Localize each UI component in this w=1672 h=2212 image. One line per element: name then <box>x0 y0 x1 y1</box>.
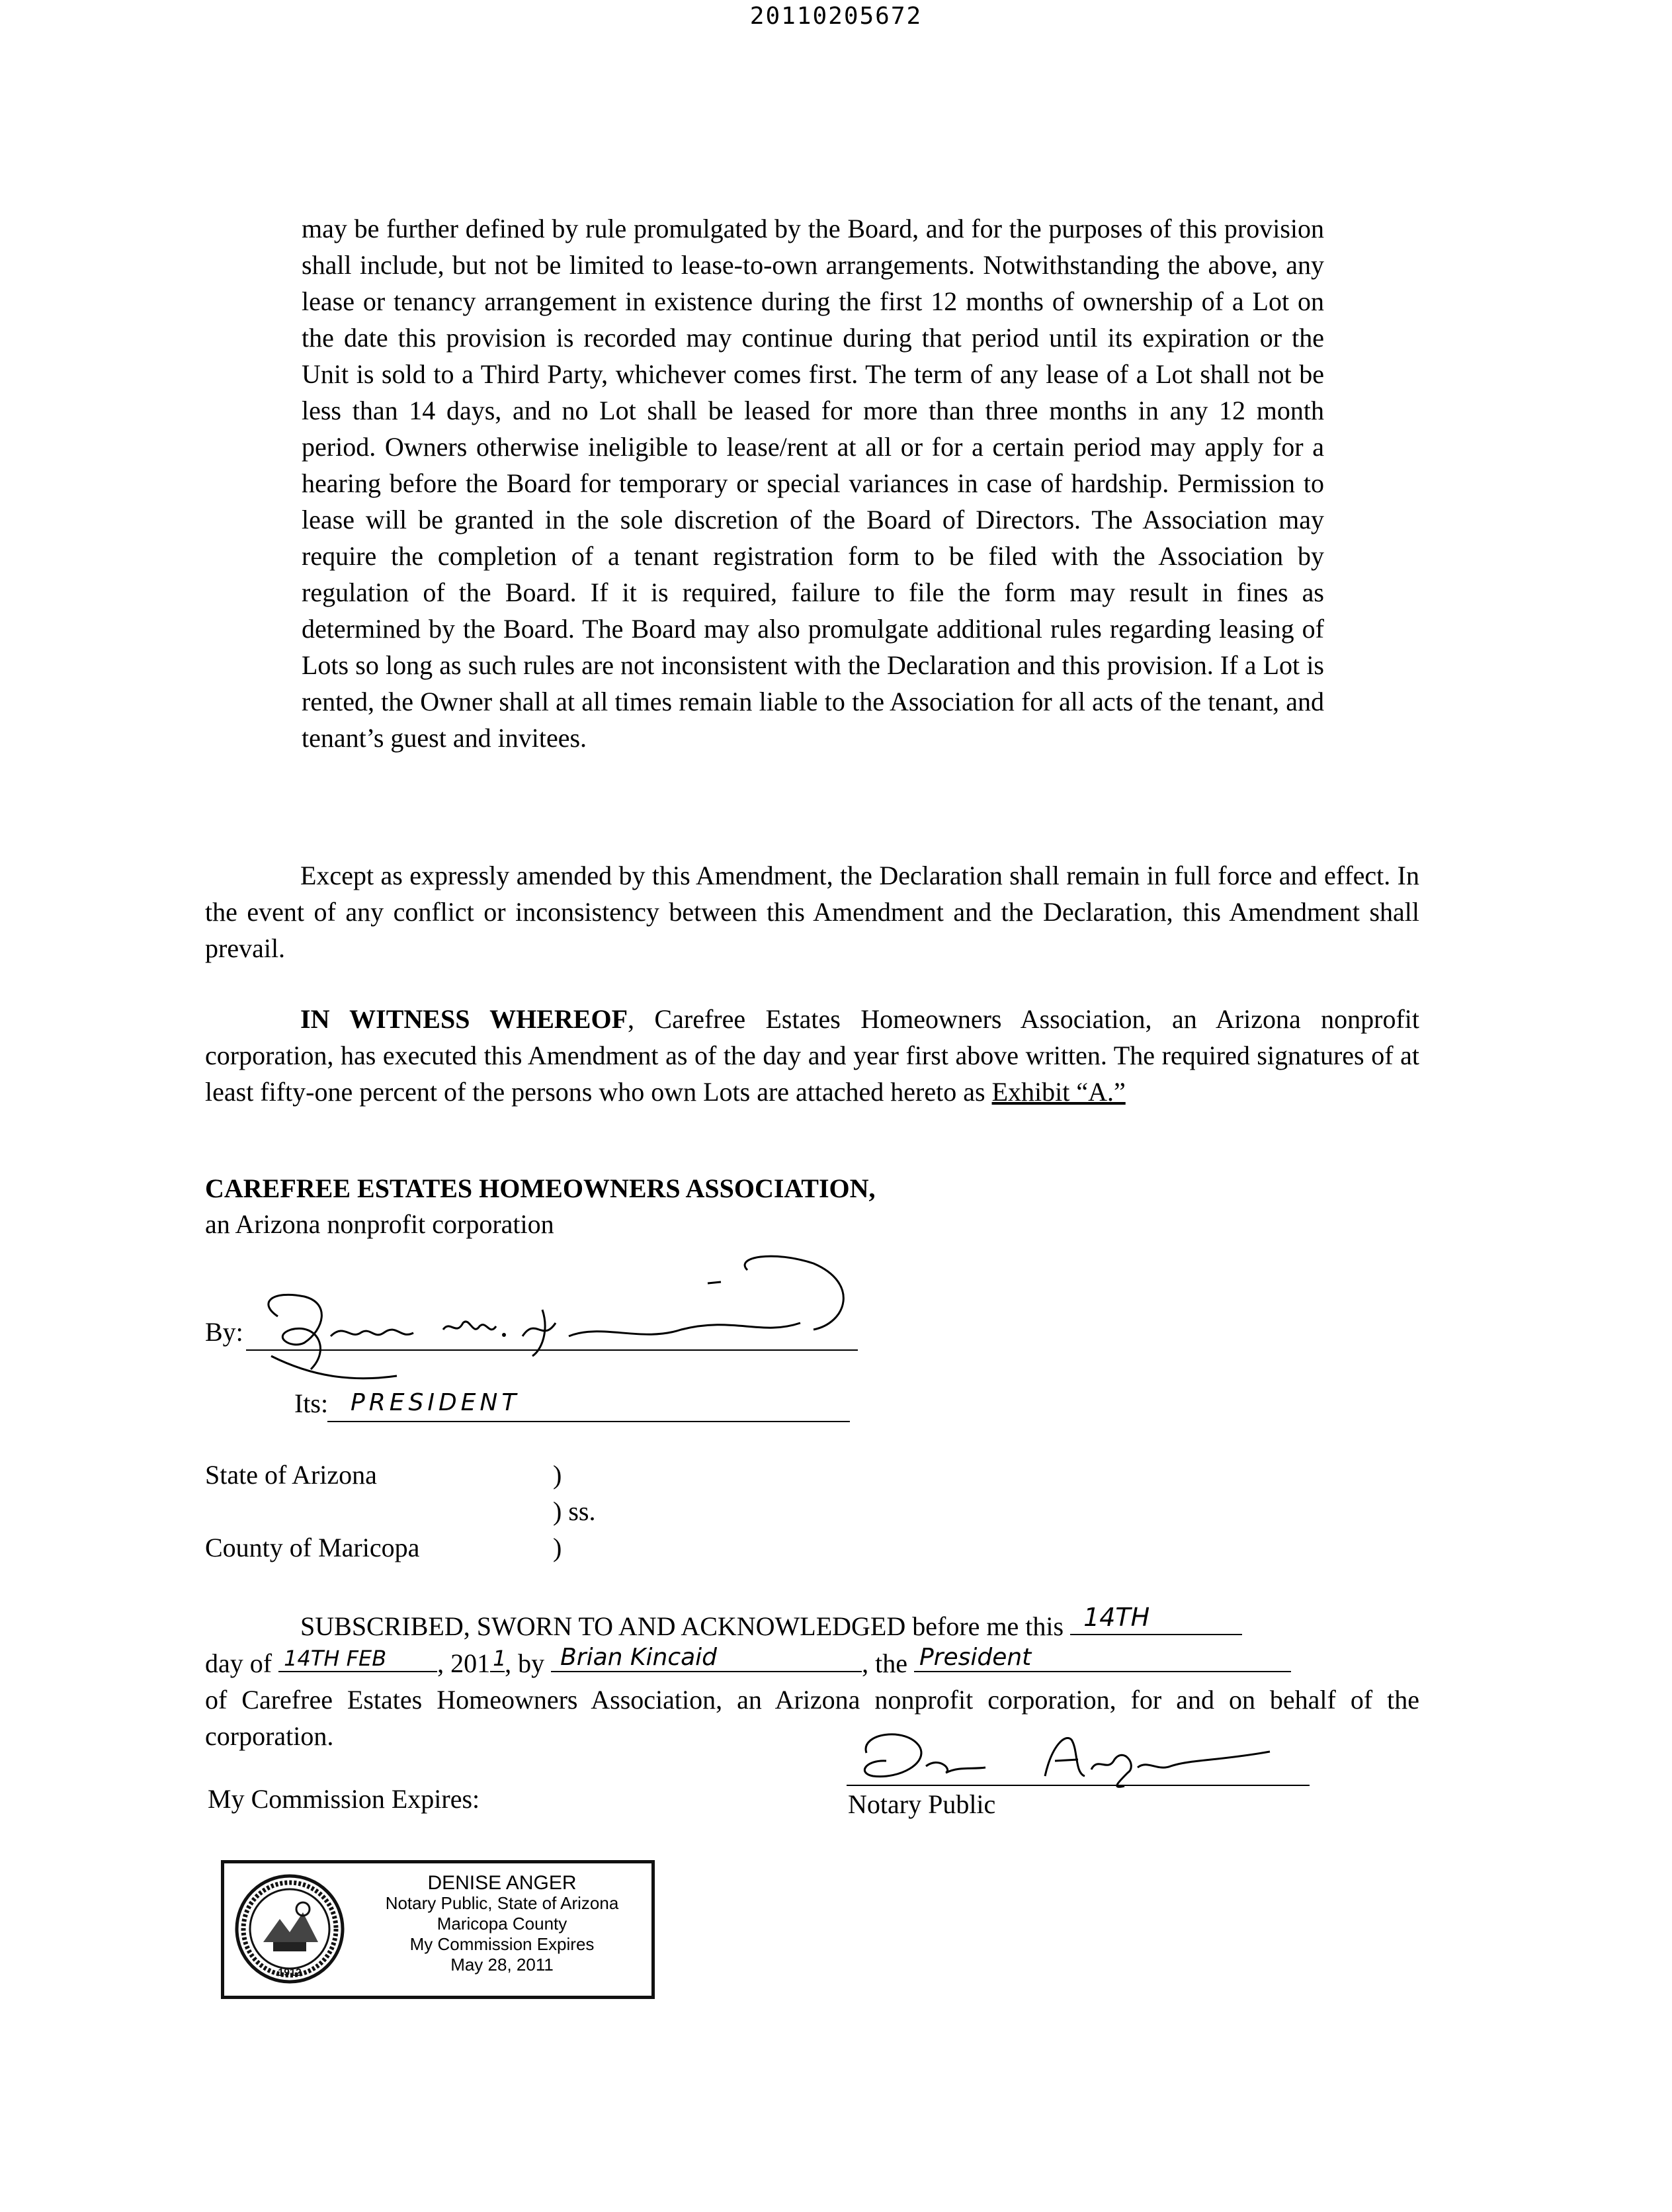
notary-signature-line <box>847 1785 1310 1786</box>
by-signature-line <box>246 1349 858 1351</box>
ack-the: , the <box>862 1648 907 1678</box>
ack-month-field <box>278 1644 437 1672</box>
notary-stamp <box>221 1860 655 1999</box>
ack-year-field <box>490 1644 505 1672</box>
ack-year-value: 1 <box>493 1646 507 1671</box>
stamp-line-1: Notary Public, State of Arizona <box>385 1893 619 1913</box>
ack-day-value: 14TH <box>1083 1603 1150 1632</box>
witness-paragraph <box>205 1001 1419 1110</box>
seal-year: 1912 <box>278 1967 302 1978</box>
ack-day-field <box>1070 1603 1242 1635</box>
notary-public-label: Notary Public <box>848 1789 996 1819</box>
ack-by: , by <box>505 1648 545 1678</box>
stamp-text <box>356 1873 648 1975</box>
president-signature <box>231 1244 866 1402</box>
its-value: PRESIDENT <box>351 1389 521 1416</box>
ack-lead: SUBSCRIBED, SWORN TO AND ACKNOWLEDGED before me this <box>300 1611 1064 1641</box>
venue-state: State of Arizona <box>205 1460 377 1490</box>
ack-month-value: 14TH FEB <box>284 1646 387 1671</box>
venue-paren-top: ) <box>553 1460 562 1490</box>
notary-signature <box>847 1720 1323 1793</box>
ack-closing: of Carefree Estates Homeowners Association, an Arizona nonprofit corporation, for and on behalf of the corporation. <box>205 1685 1419 1751</box>
commission-expires-label: My Commission Expires: <box>208 1784 480 1814</box>
witness-lead: IN WITNESS WHEREOF <box>300 1004 628 1034</box>
lease-clause-paragraph: may be further defined by rule promulgated by the Board, and for the purposes of this provision shall include, but not be limited to lease-to-own arrangements. Notwithstanding the above, any lease or tenancy arrangement in existence during the first 12 months of ownership of a Lot on the date this provision is recorded may continue during that period until its expiration or the Unit is sold to a Third Party, whichever comes first. The term of any lease of a Lot shall not be less than 14 days, and no Lot shall be leased for more than three months in any 12 month period. Owners otherwise ineligible to lease/rent at all or for a certain period may apply for a hearing before the Board for temporary or special variances in case of hardship. Permission to lease will be granted in the sole discretion of the Board of Directors. The Association may require the completion of a tenant registration form to be filed with the Association by regulation of the Board. If it is required, failure to file the form may result in fines as determined by the Board. The Board may also promulgate additional rules regarding leasing of Lots so long as such rules are not inconsistent with the Declaration and this provision. If a Lot is rented, the Owner shall at all times remain liable to the Association for all acts of the tenant, and tenant’s guest and invitees. <box>302 214 1324 753</box>
state-seal-icon <box>233 1873 346 1985</box>
document-number: 20110205672 <box>749 3 923 30</box>
ack-day-of: day of <box>205 1648 272 1678</box>
its-label: Its: <box>294 1388 329 1418</box>
by-label: By: <box>205 1317 243 1347</box>
witness-body: , Carefree Estates Homeowners Association, an Arizona nonprofit corporation, has executed this Amendment as of the day and year first above written. The required signatures of at least fifty-one percent of the persons who own Lots are attached hereto as <box>205 1004 1420 1107</box>
association-name: CAREFREE ESTATES HOMEOWNERS ASSOCIATION, <box>205 1173 876 1203</box>
stamp-line-4: May 28, 2011 <box>450 1955 554 1975</box>
venue-paren-bottom: ) <box>553 1533 562 1562</box>
ack-year-prefix: , 201 <box>437 1648 491 1678</box>
except-paragraph: Except as expressly amended by this Amendment, the Declaration shall remain in full force and effect. In the event of any conflict or inconsistency between this Amendment and the Declaration, this Amendment shall prevail. <box>205 861 1419 963</box>
ack-name-value: Brian Kincaid <box>560 1644 718 1671</box>
ack-name-field <box>551 1644 862 1672</box>
stamp-notary-name: DENISE ANGER <box>427 1872 577 1894</box>
stamp-line-3: My Commission Expires <box>409 1934 595 1954</box>
ack-title-value: President <box>919 1644 1032 1671</box>
venue-county: County of Maricopa <box>205 1533 420 1562</box>
association-description: an Arizona nonprofit corporation <box>205 1209 554 1239</box>
stamp-line-2: Maricopa County <box>437 1914 567 1934</box>
venue-ss: ) ss. <box>553 1496 596 1526</box>
ack-title-field <box>914 1644 1291 1672</box>
its-signature-line <box>327 1421 850 1422</box>
exhibit-reference: Exhibit “A.” <box>991 1077 1126 1107</box>
